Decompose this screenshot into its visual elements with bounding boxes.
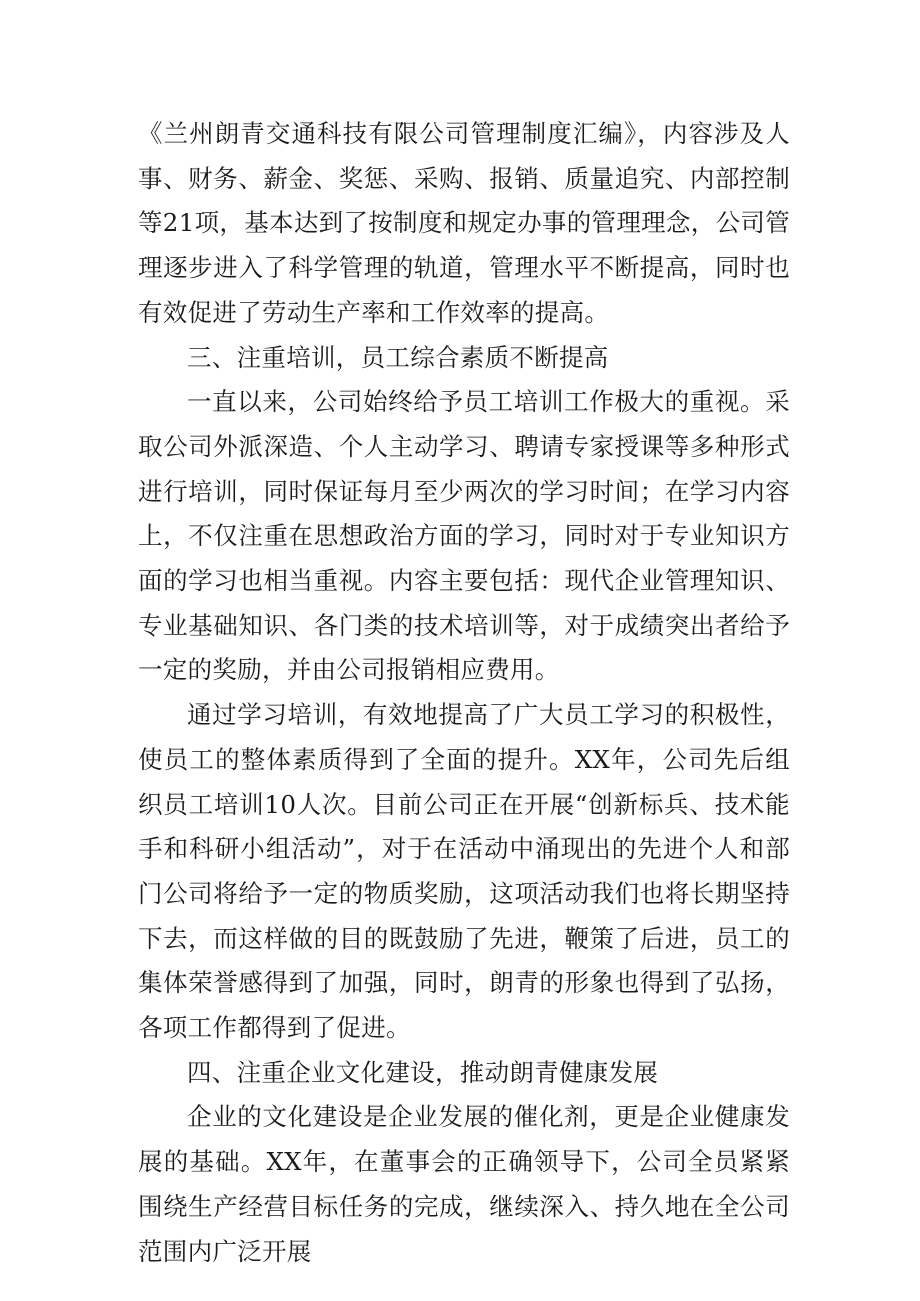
paragraph-training-results: 通过学习培训，有效地提高了广大员工学习的积极性，使员工的整体素质得到了全面的提升。XX年，公司先后组织员工培训10人次。目前公司正在开展“创新标兵、技术能手和科研小组活动”，对于在活动中涌现出的先进个人和部门公司将给予一定的物质奖励，这项活动我们也将长期坚持下去，而这样做的目的既鼓励了先进，鞭策了后进，员工的集体荣誉感得到了加强，同时，朗青的形象也得到了弘扬，各项工作都得到了促进。	[138, 700, 790, 1043]
section-heading-culture: 四、注重企业文化建设，推动朗青健康发展	[187, 1057, 659, 1087]
paragraph-culture-building: 企业的文化建设是企业发展的催化剂，更是企业健康发展的基础。XX年，在董事会的正确领导下，公司全员紧紧围绕生产经营目标任务的完成，继续深入、持久地在全公司范围内广泛开展	[138, 1102, 790, 1266]
paragraph-management-system: 《兰州朗青交通科技有限公司管理制度汇编》，内容涉及人事、财务、薪金、奖惩、采购、报销、质量追究、内部控制等21项，基本达到了按制度和规定办事的管理理念，公司管理逐步进入了科学管理的轨道，管理水平不断提高，同时也有效促进了劳动生产率和工作效率的提高。	[138, 119, 790, 327]
paragraph-training-methods: 一直以来，公司始终给予员工培训工作极大的重视。采取公司外派深造、个人主动学习、聘请专家授课等多种形式进行培训，同时保证每月至少两次的学习时间；在学习内容上，不仅注重在思想政治方面的学习，同时对于专业知识方面的学习也相当重视。内容主要包括：现代企业管理知识、专业基础知识、各门类的技术培训等，对于成绩突出者给予一定的奖励，并由公司报销相应费用。	[138, 387, 790, 685]
document-body	[138, 112, 790, 1274]
section-heading-training: 三、注重培训，员工综合素质不断提高	[187, 342, 609, 372]
